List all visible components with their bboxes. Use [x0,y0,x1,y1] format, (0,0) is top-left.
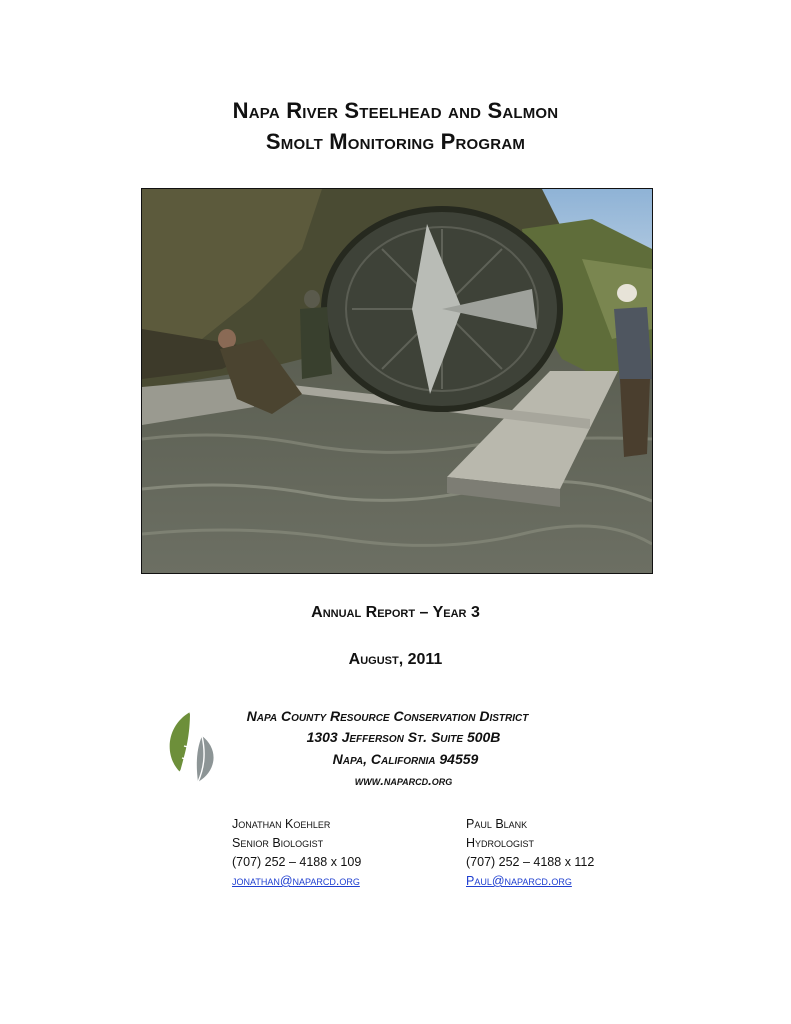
report-subtitle: Annual Report – Year 3 [311,604,480,621]
contact-email-link[interactable]: Paul@naparcd.org [466,874,572,888]
report-title-line2: Smolt Monitoring Program [265,129,526,154]
cover-photo-rotary-screw-trap [141,188,653,574]
organization-name: Napa County Resource Conservation District [246,708,529,724]
organization-address: 1303 Jefferson St. Suite 500B [306,729,501,745]
contact-block [232,815,361,891]
contact-phone: (707) 252 – 4188 x 109 [232,855,362,869]
contact-title: Hydrologist [466,836,535,850]
report-date: August, 2011 [348,651,443,668]
organization-city: Napa, California 94559 [332,751,479,767]
contact-title: Senior Biologist [232,836,324,850]
contact-block [466,815,594,891]
organization-website[interactable]: www.naparcd.org [354,773,453,788]
contact-email-link[interactable]: jonathan@naparcd.org [232,874,360,888]
contact-phone: (707) 252 – 4188 x 112 [466,855,595,869]
report-title-line1: Napa River Steelhead and Salmon [232,98,559,123]
contact-name: Jonathan Koehler [232,817,331,831]
contact-name: Paul Blank [466,817,528,831]
